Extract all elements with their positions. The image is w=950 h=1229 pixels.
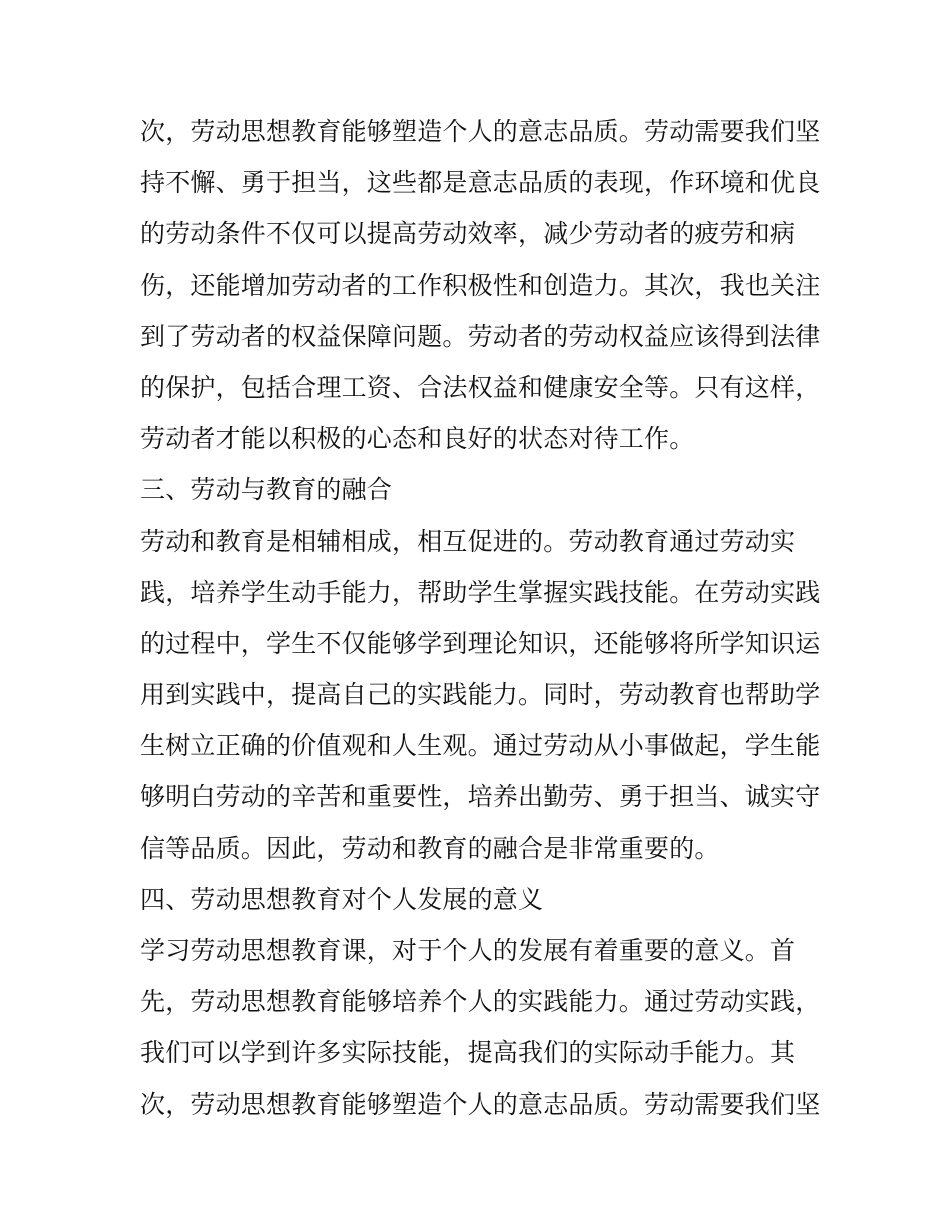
text-line: 次，劳动思想教育能够塑造个人的意志品质。劳动需要我们坚 xyxy=(140,1089,821,1119)
section-heading: 三、劳动与教育的融合 xyxy=(140,475,393,505)
text-line: 生树立正确的价值观和人生观。通过劳动从小事做起，学生能 xyxy=(140,731,821,761)
text-line: 次，劳动思想教育能够塑造个人的意志品质。劳动需要我们坚 xyxy=(140,117,821,146)
text-line: 到了劳动者的权益保障问题。劳动者的劳动权益应该得到法律 xyxy=(140,321,821,351)
text-line: 劳动者才能以积极的心态和良好的状态对待工作。 xyxy=(140,424,695,454)
text-line: 的过程中，学生不仅能够学到理论知识，还能够将所学知识运 xyxy=(140,628,821,658)
document-body xyxy=(140,106,820,1130)
text-line: 持不懈、勇于担当，这些都是意志品质的表现，作环境和优良 xyxy=(140,168,821,198)
text-line: 践，培养学生动手能力，帮助学生掌握实践技能。在劳动实践 xyxy=(140,577,821,607)
text-line: 劳动和教育是相辅相成，相互促进的。劳动教育通过劳动实 xyxy=(140,526,796,556)
text-line: 我们可以学到许多实际技能，提高我们的实际动手能力。其 xyxy=(140,1038,796,1068)
section-heading: 四、劳动思想教育对个人发展的意义 xyxy=(140,884,544,914)
text-line: 信等品质。因此，劳动和教育的融合是非常重要的。 xyxy=(140,833,720,863)
text-line: 学习劳动思想教育课，对于个人的发展有着重要的意义。首 xyxy=(140,936,796,965)
text-line: 伤，还能增加劳动者的工作积极性和创造力。其次，我也关注 xyxy=(140,270,821,300)
text-line: 先，劳动思想教育能够培养个人的实践能力。通过劳动实践， xyxy=(140,987,821,1017)
text-line: 用到实践中，提高自己的实践能力。同时，劳动教育也帮助学 xyxy=(140,680,821,710)
text-line: 的劳动条件不仅可以提高劳动效率，减少劳动者的疲劳和病 xyxy=(140,219,796,249)
text-line: 够明白劳动的辛苦和重要性，培养出勤劳、勇于担当、诚实守 xyxy=(140,782,821,812)
text-line: 的保护，包括合理工资、合法权益和健康安全等。只有这样， xyxy=(140,372,821,402)
